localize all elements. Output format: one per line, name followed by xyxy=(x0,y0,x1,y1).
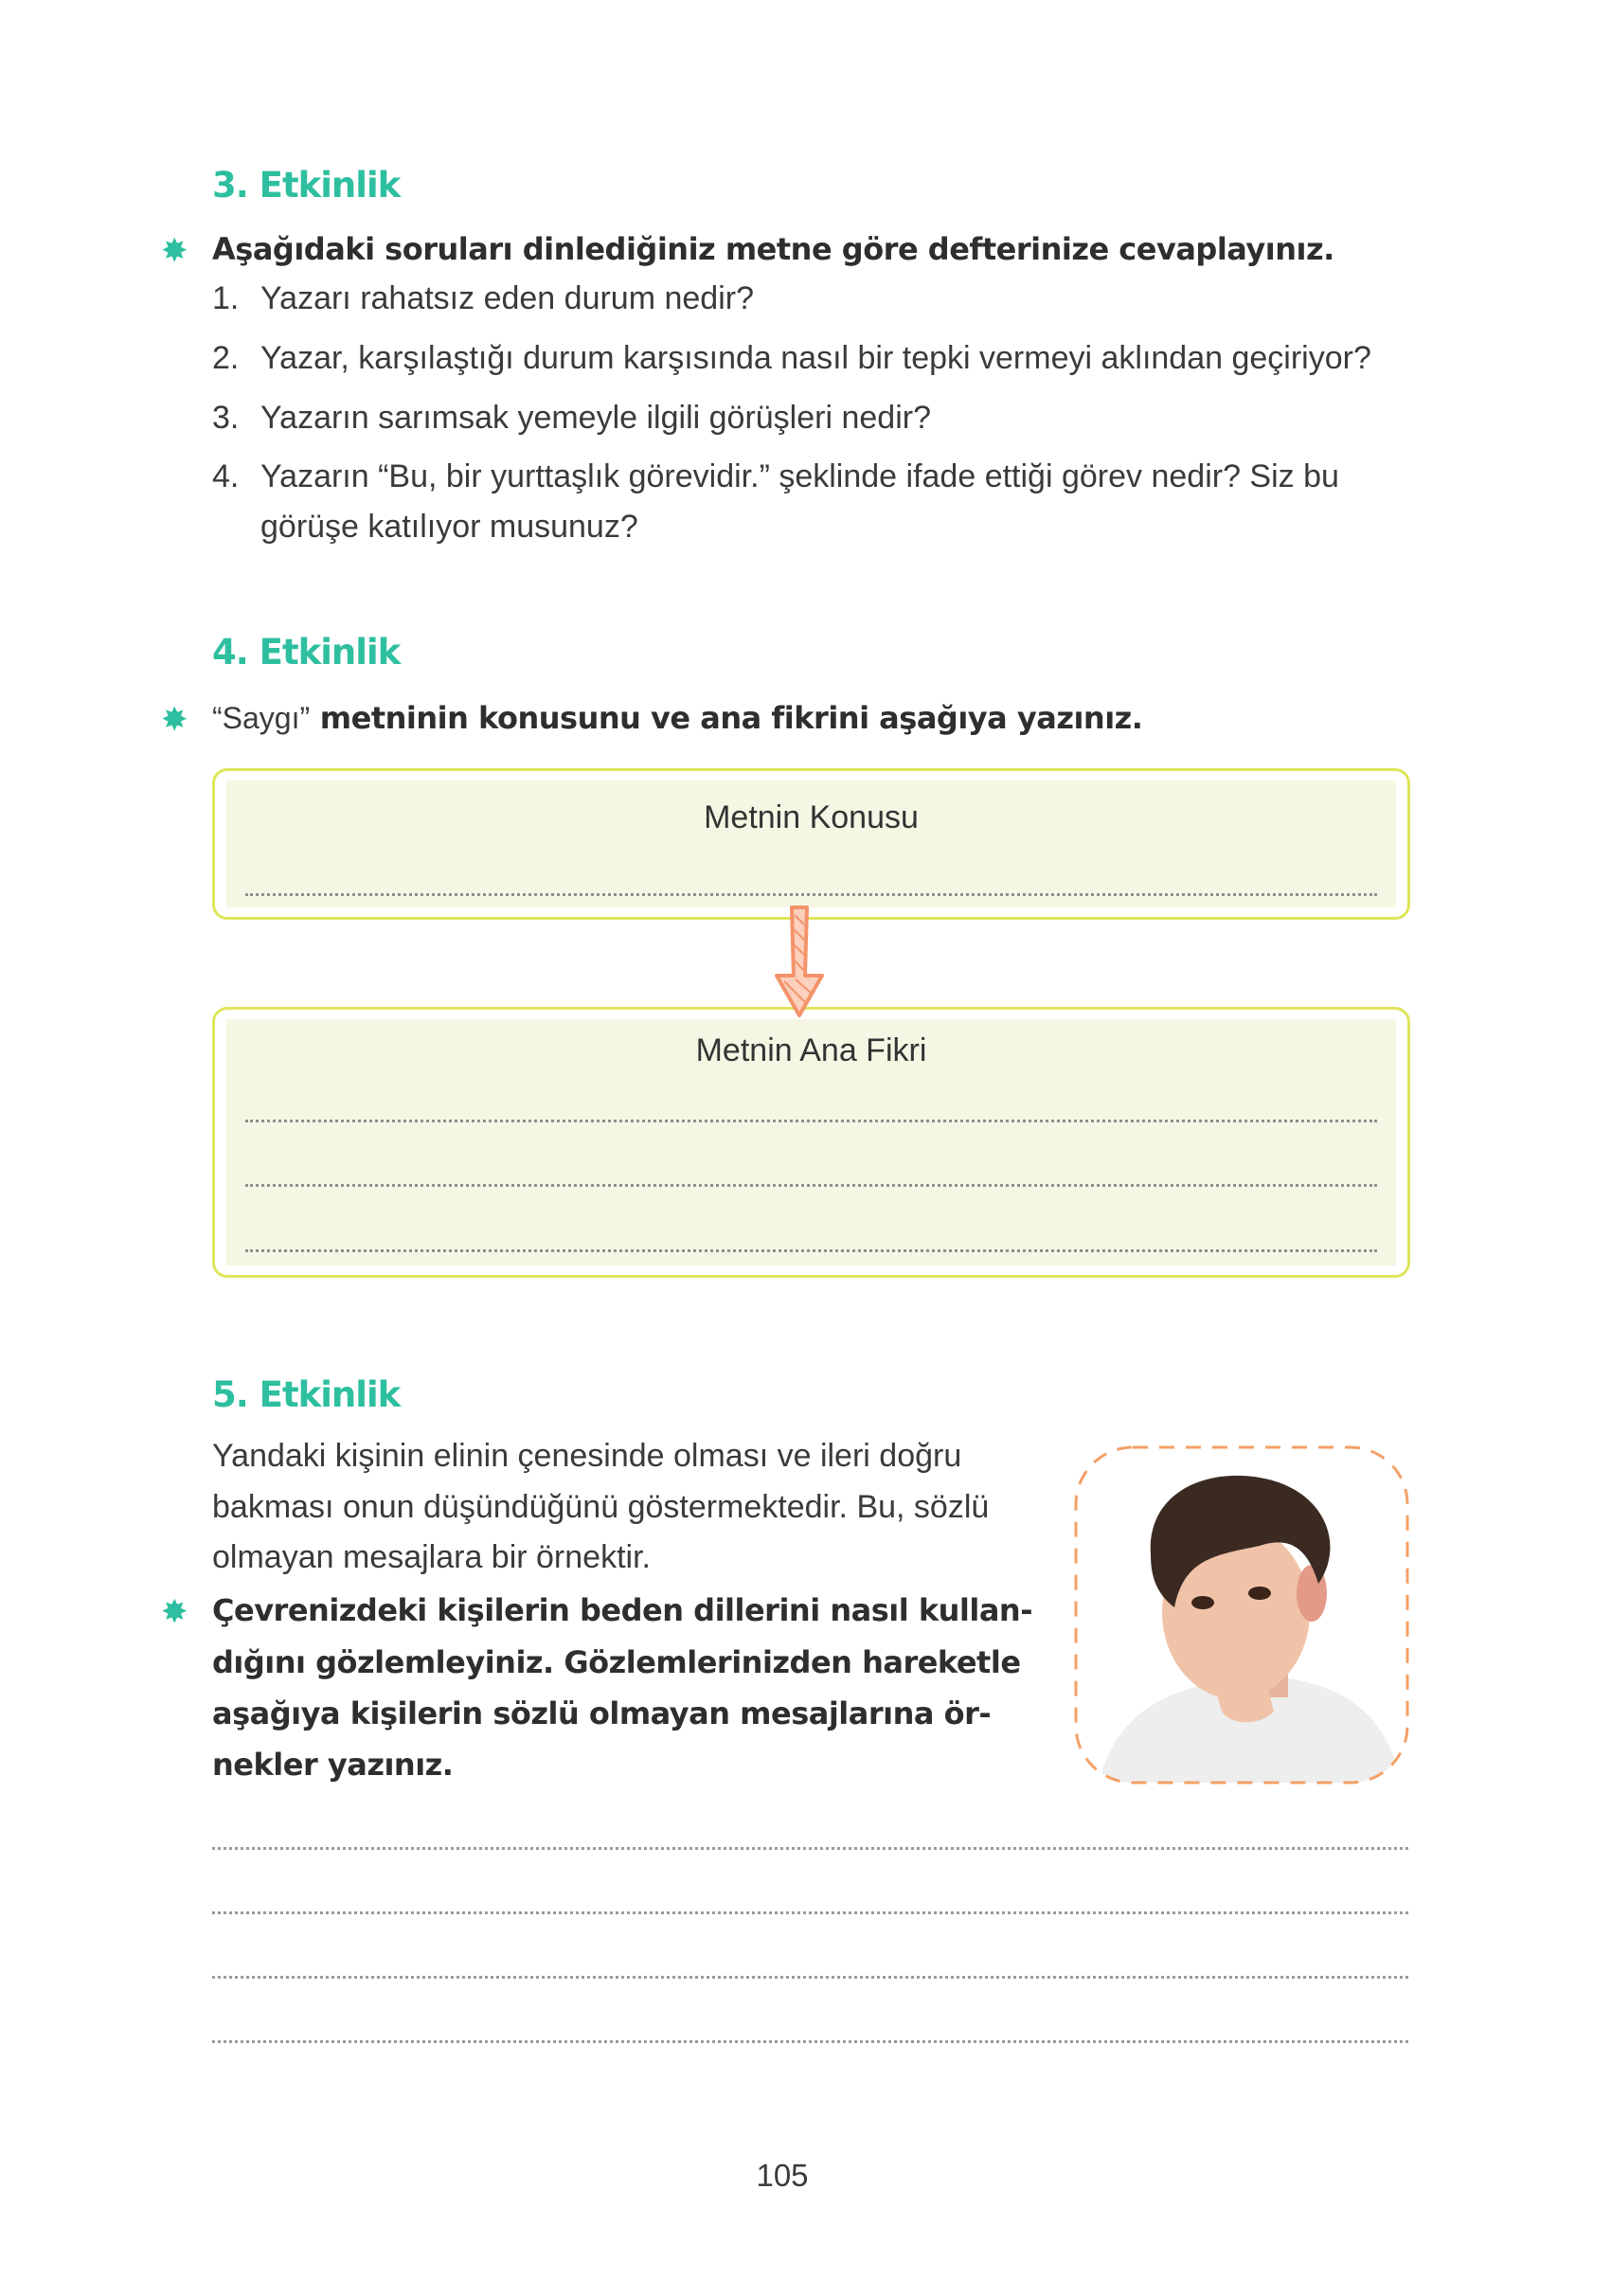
question-number: 3. xyxy=(212,400,240,436)
writing-line[interactable] xyxy=(245,1249,1377,1252)
activity-3-heading: 3. Etkinlik xyxy=(212,165,401,206)
question-text: Yazar, karşılaştığı durum karşısında nasıl bir tepki vermeyi aklından geçiriyor? xyxy=(260,340,1371,376)
activity-3-instruction: Aşağıdaki soruları dinlediğiniz metne göre defterinize cevaplayınız. xyxy=(212,231,1334,267)
question-text: Yazarın “Bu, bir yurttaşlık görevidir.” şeklinde ifade ettiği görev nedir? Siz bu xyxy=(260,458,1339,494)
activity-4-heading: 4. Etkinlik xyxy=(212,632,401,673)
instruction-bold: metninin konusunu ve ana fikrini aşağıya yazınız. xyxy=(310,700,1143,736)
question-text: Yazarı rahatsız eden durum nedir? xyxy=(260,280,754,316)
writing-line[interactable] xyxy=(245,893,1377,896)
question-text: Yazarın sarımsak yemeyle ilgili görüşleri nedir? xyxy=(260,400,931,436)
question-number: 2. xyxy=(212,340,240,376)
writing-line[interactable] xyxy=(245,1120,1377,1122)
question-number: 4. xyxy=(212,458,240,494)
thinking-boy-photo xyxy=(1070,1442,1413,1788)
star-bullet-icon: ✸ xyxy=(161,1594,188,1630)
down-arrow-icon xyxy=(769,904,830,1021)
answer-line[interactable] xyxy=(212,1847,1408,1850)
topic-box xyxy=(212,768,1410,920)
page-number: 105 xyxy=(756,2158,809,2193)
answer-line[interactable] xyxy=(212,1976,1408,1979)
paragraph-line: Yandaki kişinin elinin çenesinde olması ve ileri doğru xyxy=(212,1438,962,1474)
instruction-line: nekler yazınız. xyxy=(212,1747,454,1783)
text-title-quote: “Saygı” xyxy=(212,701,311,735)
star-bullet-icon: ✸ xyxy=(161,233,188,269)
answer-line[interactable] xyxy=(212,1911,1408,1914)
main-idea-box-title: Metnin Ana Fikri xyxy=(695,1032,927,1068)
instruction-line: Çevrenizdeki kişilerin beden dillerini nasıl kullan- xyxy=(212,1592,1032,1628)
instruction-line: dığını gözlemleyiniz. Gözlemlerinizden hareketle xyxy=(212,1644,1021,1680)
question-text-continued: görüşe katılıyor musunuz? xyxy=(260,509,638,545)
question-number: 1. xyxy=(212,280,240,316)
paragraph-line: bakması onun düşündüğünü göstermektedir. Bu, sözlü xyxy=(212,1489,990,1525)
paragraph-line: olmayan mesajlara bir örnektir. xyxy=(212,1539,651,1575)
answer-line[interactable] xyxy=(212,2040,1408,2043)
main-idea-box xyxy=(212,1007,1410,1278)
instruction-line: aşağıya kişilerin sözlü olmayan mesajlarına ör- xyxy=(212,1695,992,1731)
activity-5-heading: 5. Etkinlik xyxy=(212,1374,401,1415)
writing-line[interactable] xyxy=(245,1184,1377,1187)
star-bullet-icon: ✸ xyxy=(161,702,188,738)
topic-box-title: Metnin Konusu xyxy=(704,799,919,835)
activity-4-instruction xyxy=(212,700,1142,736)
